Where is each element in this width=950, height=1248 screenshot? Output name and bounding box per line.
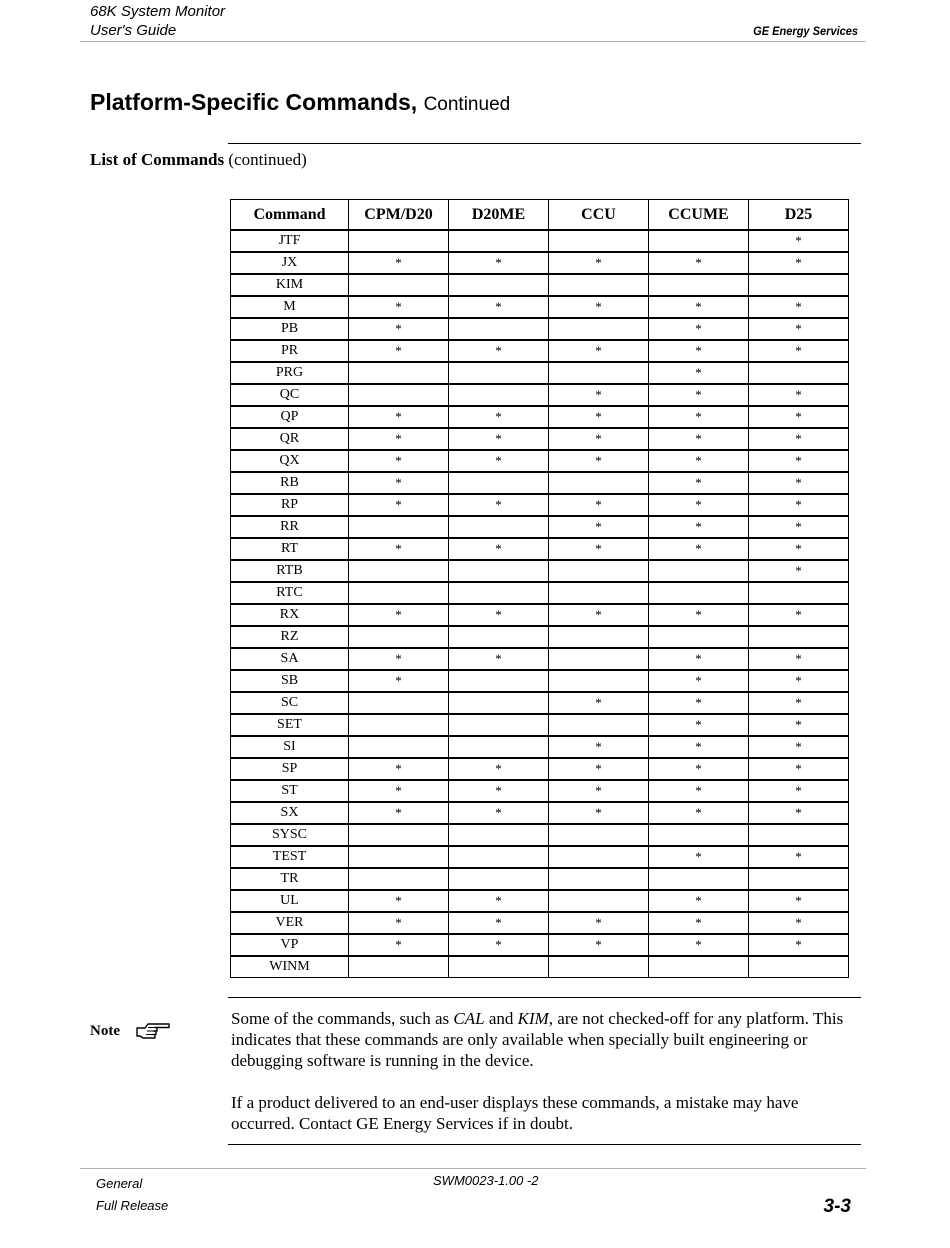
support-mark-cell <box>449 670 549 692</box>
command-name-cell: VER <box>231 912 349 934</box>
column-header: D25 <box>749 200 849 231</box>
support-mark-cell: * <box>649 252 749 274</box>
command-name-cell: QX <box>231 450 349 472</box>
command-name-cell: PB <box>231 318 349 340</box>
support-mark-cell: * <box>449 252 549 274</box>
support-mark-cell: * <box>449 538 549 560</box>
support-mark-cell <box>549 956 649 978</box>
table-row <box>231 824 849 846</box>
table-row <box>231 648 849 670</box>
command-name-cell: JTF <box>231 230 349 252</box>
support-mark-cell <box>549 670 649 692</box>
support-mark-cell: * <box>549 758 649 780</box>
support-mark-cell <box>649 582 749 604</box>
table-row <box>231 758 849 780</box>
support-mark-cell <box>649 956 749 978</box>
support-mark-cell: * <box>649 670 749 692</box>
table-row <box>231 846 849 868</box>
support-mark-cell <box>449 626 549 648</box>
support-mark-cell <box>349 868 449 890</box>
support-mark-cell: * <box>649 758 749 780</box>
support-mark-cell: * <box>449 494 549 516</box>
support-mark-cell <box>749 626 849 648</box>
support-mark-cell: * <box>749 406 849 428</box>
support-mark-cell: * <box>649 494 749 516</box>
support-mark-cell <box>549 318 649 340</box>
command-name-cell: PR <box>231 340 349 362</box>
support-mark-cell: * <box>649 296 749 318</box>
support-mark-cell: * <box>349 340 449 362</box>
support-mark-cell: * <box>649 384 749 406</box>
note-text <box>231 1008 861 1155</box>
table-row <box>231 516 849 538</box>
commands-table <box>230 199 849 978</box>
table-header-row <box>231 200 849 231</box>
support-mark-cell: * <box>449 758 549 780</box>
support-mark-cell <box>449 956 549 978</box>
support-mark-cell <box>349 230 449 252</box>
support-mark-cell: * <box>449 780 549 802</box>
command-name-cell: PRG <box>231 362 349 384</box>
support-mark-cell: * <box>649 362 749 384</box>
support-mark-cell <box>549 472 649 494</box>
support-mark-cell: * <box>649 538 749 560</box>
support-mark-cell <box>349 516 449 538</box>
support-mark-cell: * <box>749 538 849 560</box>
note-text-part: , are not checked-off for any platform. This indicates that these commands are only available when specially built engineering or debugging software is running in the device. <box>231 1009 844 1070</box>
table-row <box>231 604 849 626</box>
support-mark-cell: * <box>549 538 649 560</box>
command-name-cell: KIM <box>231 274 349 296</box>
support-mark-cell <box>349 736 449 758</box>
support-mark-cell <box>649 626 749 648</box>
support-mark-cell: * <box>449 428 549 450</box>
table-row <box>231 472 849 494</box>
table-row <box>231 230 849 252</box>
support-mark-cell <box>749 582 849 604</box>
command-name-cell: TR <box>231 868 349 890</box>
support-mark-cell: * <box>649 890 749 912</box>
page-number: 3-3 <box>823 1196 851 1217</box>
support-mark-cell: * <box>749 648 849 670</box>
command-name-cell: RTB <box>231 560 349 582</box>
section-heading-bold: List of Commands <box>90 150 225 169</box>
footer-category: General <box>96 1176 143 1191</box>
support-mark-cell: * <box>349 912 449 934</box>
support-mark-cell: * <box>749 604 849 626</box>
support-mark-cell: * <box>749 560 849 582</box>
support-mark-cell <box>449 868 549 890</box>
support-mark-cell <box>549 846 649 868</box>
command-name-cell: TEST <box>231 846 349 868</box>
support-mark-cell: * <box>749 758 849 780</box>
table-row <box>231 296 849 318</box>
note-rule-top <box>228 997 861 998</box>
command-name-cell: RX <box>231 604 349 626</box>
support-mark-cell: * <box>749 890 849 912</box>
support-mark-cell <box>349 626 449 648</box>
command-name-cell: SC <box>231 692 349 714</box>
command-name-cell: SET <box>231 714 349 736</box>
table-row <box>231 560 849 582</box>
support-mark-cell <box>749 274 849 296</box>
support-mark-cell: * <box>549 406 649 428</box>
note-text-part: Some of the commands, such as <box>231 1009 454 1028</box>
support-mark-cell: * <box>749 428 849 450</box>
support-mark-cell: * <box>749 736 849 758</box>
table-row <box>231 868 849 890</box>
support-mark-cell: * <box>749 494 849 516</box>
support-mark-cell <box>449 582 549 604</box>
support-mark-cell <box>449 274 549 296</box>
support-mark-cell <box>549 626 649 648</box>
table-row <box>231 428 849 450</box>
table-row <box>231 252 849 274</box>
support-mark-cell <box>449 384 549 406</box>
support-mark-cell: * <box>549 516 649 538</box>
support-mark-cell: * <box>349 318 449 340</box>
support-mark-cell: * <box>449 604 549 626</box>
command-name-cell: QR <box>231 428 349 450</box>
support-mark-cell: * <box>749 934 849 956</box>
table-row <box>231 450 849 472</box>
support-mark-cell: * <box>649 428 749 450</box>
support-mark-cell: * <box>349 648 449 670</box>
support-mark-cell <box>449 560 549 582</box>
command-name-cell: ST <box>231 780 349 802</box>
support-mark-cell: * <box>649 934 749 956</box>
support-mark-cell <box>549 868 649 890</box>
table-row <box>231 934 849 956</box>
table-row <box>231 780 849 802</box>
support-mark-cell <box>549 714 649 736</box>
support-mark-cell <box>549 824 649 846</box>
table-row <box>231 318 849 340</box>
note-text-part: and <box>484 1009 518 1028</box>
support-mark-cell <box>449 516 549 538</box>
support-mark-cell: * <box>649 340 749 362</box>
command-name-cell: RR <box>231 516 349 538</box>
section-heading-rest: (continued) <box>228 150 307 169</box>
support-mark-cell <box>449 714 549 736</box>
support-mark-cell <box>549 560 649 582</box>
note-rule-bottom <box>228 1144 861 1145</box>
support-mark-cell: * <box>649 714 749 736</box>
table-row <box>231 912 849 934</box>
support-mark-cell <box>449 318 549 340</box>
support-mark-cell: * <box>349 538 449 560</box>
support-mark-cell <box>449 692 549 714</box>
support-mark-cell <box>349 692 449 714</box>
support-mark-cell <box>749 868 849 890</box>
support-mark-cell <box>649 274 749 296</box>
column-header: CPM/D20 <box>349 200 449 231</box>
support-mark-cell: * <box>549 494 649 516</box>
table-row <box>231 956 849 978</box>
command-name-cell: SB <box>231 670 349 692</box>
support-mark-cell: * <box>549 736 649 758</box>
support-mark-cell: * <box>649 802 749 824</box>
support-mark-cell <box>649 824 749 846</box>
support-mark-cell: * <box>749 846 849 868</box>
table-row <box>231 714 849 736</box>
support-mark-cell: * <box>349 296 449 318</box>
support-mark-cell <box>549 648 649 670</box>
support-mark-cell: * <box>749 318 849 340</box>
support-mark-cell <box>649 230 749 252</box>
support-mark-cell: * <box>549 780 649 802</box>
support-mark-cell: * <box>649 516 749 538</box>
command-name-cell: WINM <box>231 956 349 978</box>
command-name-cell: RT <box>231 538 349 560</box>
command-name-cell: VP <box>231 934 349 956</box>
support-mark-cell: * <box>349 934 449 956</box>
command-name-cell: SX <box>231 802 349 824</box>
section-rule-top <box>228 143 861 144</box>
support-mark-cell: * <box>649 472 749 494</box>
support-mark-cell <box>449 472 549 494</box>
support-mark-cell: * <box>449 340 549 362</box>
table-row <box>231 538 849 560</box>
support-mark-cell: * <box>449 450 549 472</box>
command-name-cell: UL <box>231 890 349 912</box>
support-mark-cell <box>749 956 849 978</box>
support-mark-cell: * <box>349 780 449 802</box>
support-mark-cell <box>349 824 449 846</box>
support-mark-cell: * <box>749 296 849 318</box>
support-mark-cell <box>449 736 549 758</box>
support-mark-cell <box>549 362 649 384</box>
support-mark-cell <box>349 582 449 604</box>
command-name-cell: SP <box>231 758 349 780</box>
support-mark-cell: * <box>549 252 649 274</box>
support-mark-cell <box>649 868 749 890</box>
table-row <box>231 890 849 912</box>
column-header: CCU <box>549 200 649 231</box>
note-cmd-kim: KIM <box>517 1009 549 1028</box>
support-mark-cell: * <box>749 252 849 274</box>
support-mark-cell: * <box>649 780 749 802</box>
support-mark-cell: * <box>449 802 549 824</box>
support-mark-cell: * <box>749 692 849 714</box>
command-name-cell: M <box>231 296 349 318</box>
doc-title: 68K System Monitor <box>90 3 226 20</box>
support-mark-cell: * <box>449 934 549 956</box>
page-title <box>90 89 510 116</box>
column-header: Command <box>231 200 349 231</box>
support-mark-cell: * <box>549 428 649 450</box>
table-row <box>231 362 849 384</box>
support-mark-cell: * <box>749 802 849 824</box>
support-mark-cell: * <box>749 340 849 362</box>
support-mark-cell <box>749 824 849 846</box>
command-name-cell: SA <box>231 648 349 670</box>
support-mark-cell: * <box>749 516 849 538</box>
header-divider <box>80 41 866 42</box>
table-row <box>231 274 849 296</box>
support-mark-cell: * <box>749 714 849 736</box>
support-mark-cell: * <box>649 912 749 934</box>
support-mark-cell <box>449 824 549 846</box>
support-mark-cell <box>749 362 849 384</box>
support-mark-cell: * <box>349 670 449 692</box>
support-mark-cell: * <box>749 670 849 692</box>
command-name-cell: RP <box>231 494 349 516</box>
support-mark-cell: * <box>449 912 549 934</box>
support-mark-cell: * <box>549 934 649 956</box>
command-name-cell: RTC <box>231 582 349 604</box>
command-name-cell: RZ <box>231 626 349 648</box>
note-cmd-cal: CAL <box>453 1009 485 1028</box>
support-mark-cell: * <box>349 758 449 780</box>
support-mark-cell: * <box>549 384 649 406</box>
footer-release: Full Release <box>96 1198 169 1213</box>
support-mark-cell <box>349 384 449 406</box>
company-name: GE Energy Services <box>753 24 858 38</box>
support-mark-cell: * <box>349 890 449 912</box>
support-mark-cell: * <box>449 296 549 318</box>
support-mark-cell <box>549 274 649 296</box>
table-row <box>231 802 849 824</box>
support-mark-cell: * <box>749 472 849 494</box>
support-mark-cell: * <box>749 384 849 406</box>
support-mark-cell: * <box>749 912 849 934</box>
support-mark-cell: * <box>749 780 849 802</box>
table-row <box>231 670 849 692</box>
support-mark-cell: * <box>449 406 549 428</box>
note-label: Note <box>90 1023 120 1039</box>
support-mark-cell: * <box>549 604 649 626</box>
support-mark-cell: * <box>349 252 449 274</box>
support-mark-cell <box>549 230 649 252</box>
footer-left <box>96 1173 168 1217</box>
support-mark-cell: * <box>649 736 749 758</box>
section-heading <box>90 150 307 170</box>
support-mark-cell <box>549 582 649 604</box>
support-mark-cell: * <box>349 494 449 516</box>
support-mark-cell: * <box>549 296 649 318</box>
support-mark-cell <box>349 956 449 978</box>
table-row <box>231 626 849 648</box>
support-mark-cell: * <box>649 846 749 868</box>
table-row <box>231 692 849 714</box>
support-mark-cell: * <box>749 450 849 472</box>
page-title-suffix: Continued <box>423 94 511 115</box>
support-mark-cell <box>449 230 549 252</box>
support-mark-cell: * <box>549 450 649 472</box>
support-mark-cell: * <box>649 318 749 340</box>
support-mark-cell: * <box>649 648 749 670</box>
support-mark-cell: * <box>549 692 649 714</box>
support-mark-cell <box>549 890 649 912</box>
footer-doc-number: SWM0023-1.00 -2 <box>433 1173 539 1188</box>
document-header <box>90 2 225 40</box>
support-mark-cell: * <box>749 230 849 252</box>
command-name-cell: JX <box>231 252 349 274</box>
doc-subtitle: User's Guide <box>90 22 177 39</box>
support-mark-cell: * <box>649 692 749 714</box>
footer-divider <box>80 1168 866 1169</box>
support-mark-cell: * <box>449 890 549 912</box>
support-mark-cell <box>649 560 749 582</box>
support-mark-cell <box>349 362 449 384</box>
note-paragraph-1 <box>231 1008 861 1071</box>
support-mark-cell: * <box>349 406 449 428</box>
command-name-cell: QC <box>231 384 349 406</box>
table-row <box>231 736 849 758</box>
support-mark-cell: * <box>549 340 649 362</box>
table-row <box>231 494 849 516</box>
support-mark-cell: * <box>349 450 449 472</box>
command-name-cell: SYSC <box>231 824 349 846</box>
support-mark-cell: * <box>349 802 449 824</box>
column-header: CCUME <box>649 200 749 231</box>
command-name-cell: RB <box>231 472 349 494</box>
support-mark-cell: * <box>449 648 549 670</box>
support-mark-cell: * <box>349 604 449 626</box>
table-row <box>231 406 849 428</box>
table-row <box>231 384 849 406</box>
command-name-cell: QP <box>231 406 349 428</box>
support-mark-cell <box>349 560 449 582</box>
support-mark-cell <box>349 274 449 296</box>
column-header: D20ME <box>449 200 549 231</box>
table-row <box>231 582 849 604</box>
support-mark-cell: * <box>649 450 749 472</box>
support-mark-cell: * <box>649 406 749 428</box>
support-mark-cell <box>349 714 449 736</box>
support-mark-cell: * <box>349 428 449 450</box>
support-mark-cell: * <box>549 802 649 824</box>
pointing-hand-icon <box>135 1020 171 1042</box>
command-name-cell: SI <box>231 736 349 758</box>
support-mark-cell <box>349 846 449 868</box>
support-mark-cell <box>449 846 549 868</box>
note-paragraph-2: If a product delivered to an end-user displays these commands, a mistake may have occurred. Contact GE Energy Services if in doubt. <box>231 1093 799 1133</box>
support-mark-cell: * <box>649 604 749 626</box>
support-mark-cell: * <box>349 472 449 494</box>
support-mark-cell: * <box>549 912 649 934</box>
page-title-main: Platform-Specific Commands, <box>90 89 418 115</box>
table-row <box>231 340 849 362</box>
support-mark-cell <box>449 362 549 384</box>
